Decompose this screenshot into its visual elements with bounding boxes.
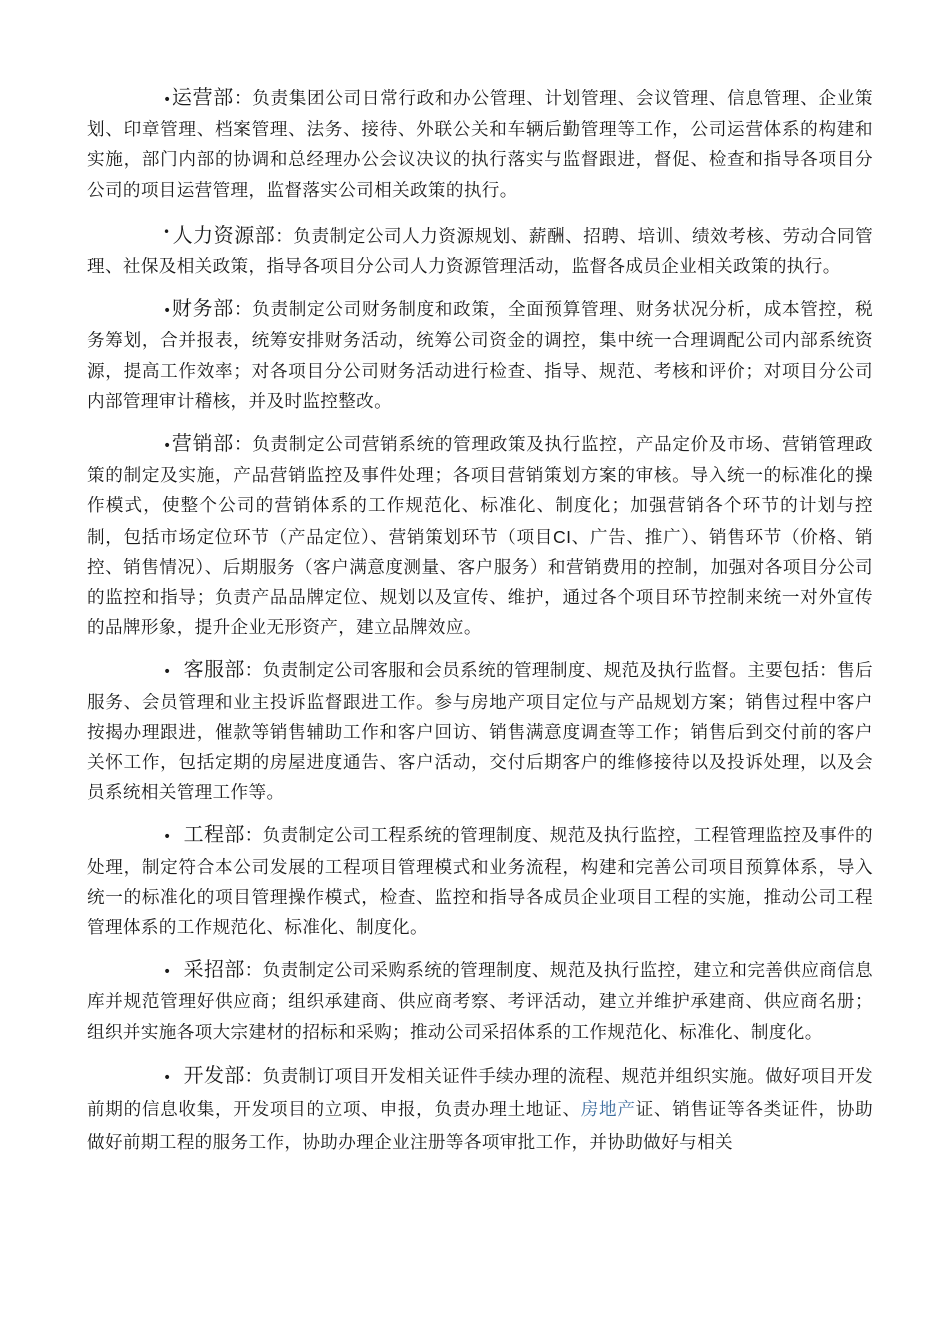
dept-colon: ： [244, 961, 263, 982]
section-customer-service [87, 654, 873, 808]
bullet-icon: • [163, 438, 172, 455]
section-hr [87, 217, 873, 282]
dept-name: 运营部 [171, 85, 234, 109]
dept-description: 负责制定公司采购系统的管理制度、规范及执行监控，建立和完善供应商信息库并规范管理好供应商；组织承建商、供应商考察、考评活动，建立并维护承建商、供应商名册；组织并实施各项大宗建材的招标和采购；推动公司采招体系的工作规范化、标准化、制度化。 [87, 961, 873, 1043]
dept-description: 负责集团公司日常行政和办公管理、计划管理、会议管理、信息管理、企业策划、印章管理、档案管理、法务、接待、外联公关和车辆后勤管理等工作，公司运营体系的构建和实施，部门内部的协调和总经理办公会议决议的执行落实与监督跟进，督促、检查和指导各项目分公司的项目运营管理，监督落实公司相关政策的执行。 [87, 89, 873, 201]
dept-colon: ： [233, 435, 253, 456]
dept-description-part-b: 、广告、推广）、销售环节（价格、销控、销售情况）、后期服务（客户满意度测量、客户服务）和营销费用的控制，加强对各项目分公司的监控和指导；负责产品品牌定位、规划以及宣传、维护，通过各个项目环节控制来统一对外宣传的品牌形象，提升企业无形资产，建立品牌效应。 [87, 527, 873, 639]
dept-description: 负责制定公司工程系统的管理制度、规范及执行监控，工程管理监控及事件的处理，制定符合本公司发展的工程项目管理模式和业务流程，构建和完善公司项目预算体系，导入统一的标准化的项目管理操作模式，检查、监控和指导各成员企业项目工程的实施，推动公司工程管理体系的工作规范化、标准化、制度化。 [87, 826, 873, 939]
bullet-icon: • [163, 224, 171, 239]
dept-colon: ： [244, 1066, 263, 1087]
dept-description-part-a: 负责制订项目开发相关证件手续办理的流程、规范并组织实施。做好项目开发前期的信息收集，开发项目的立项、申报，负责办理土地证、 [87, 1066, 873, 1121]
dept-colon: ： [244, 826, 263, 847]
section-development [87, 1059, 873, 1160]
section-operations [87, 82, 873, 206]
dept-name: 人力资源部 [172, 222, 276, 247]
dept-colon: ： [233, 89, 253, 109]
section-marketing [87, 428, 873, 643]
bullet-icon: • [163, 829, 172, 846]
dept-colon: ： [275, 226, 294, 247]
dept-description-part-a: 负责制定公司营销系统的管理政策及执行监控，产品定价及市场、营销管理政策的制定及实施，产品营销监控及事件处理；各项目营销策划方案的审核。导入统一的标准化的操作模式，使整个公司的营销体系的工作规范化、标准化、制度化；加强营销各个环节的计划与控制，包括市场定位环节（产品定位）、营销策划环节（项目 [87, 435, 873, 548]
document-page [87, 82, 873, 1159]
section-finance [87, 293, 873, 417]
bullet-icon: • [163, 964, 172, 981]
dept-name: 工程部 [183, 822, 245, 847]
dept-description: 负责制定公司人力资源规划、薪酬、招聘、培训、绩效考核、劳动合同管理、社保及相关政策，指导各项目分公司人力资源管理活动，监督各成员企业相关政策的执行。 [87, 226, 874, 278]
section-engineering [87, 819, 873, 943]
dept-description: 负责制定公司财务制度和政策，全面预算管理、财务状况分析，成本管控，税务筹划，合并报表，统筹安排财务活动，统筹公司资金的调控，集中统一合理调配公司内部系统资源，提高工作效率；对各项目分公司财务活动进行检查、指导、规范、考核和评价；对项目分公司内部管理审计稽核，并及时监控整改。 [87, 300, 873, 412]
bullet-icon: • [163, 303, 172, 320]
dept-name: 开发部 [183, 1062, 245, 1087]
section-procurement [87, 954, 873, 1048]
bullet-icon: • [163, 92, 172, 108]
tall-section-wrapper [87, 1059, 873, 1160]
dept-description: 负责制定公司客服和会员系统的管理制度、规范及执行监督。主要包括：售后服务、会员管理和业主投诉监督跟进工作。参与房地产项目定位与产品规划方案；销售过程中客户按揭办理跟进，催款等销售辅助工作和客户回访、销售满意度调查等工作；销售后到交付前的客户关怀工作，包括定期的房屋进度通告、客户活动，交付后期客户的维修接待以及投诉处理，以及会员系统相关管理工作等。 [87, 661, 873, 804]
bullet-icon: • [163, 664, 172, 681]
bullet-icon: • [163, 1069, 172, 1086]
dept-colon: ： [233, 300, 253, 321]
dept-name: 采招部 [183, 957, 245, 982]
dept-name: 客服部 [183, 657, 245, 682]
dept-name: 财务部 [171, 296, 234, 321]
dept-name: 营销部 [171, 431, 234, 456]
dept-colon: ： [244, 661, 263, 682]
dept-description-part-b: 证、销售证等各类证件，协助做好前期工程的服务工作，协助办理企业注册等各项审批工作，并协助做好与相关 [87, 1100, 874, 1153]
real-estate-link[interactable]: 房地产 [580, 1100, 636, 1121]
dept-description-latin: CI [553, 526, 572, 547]
